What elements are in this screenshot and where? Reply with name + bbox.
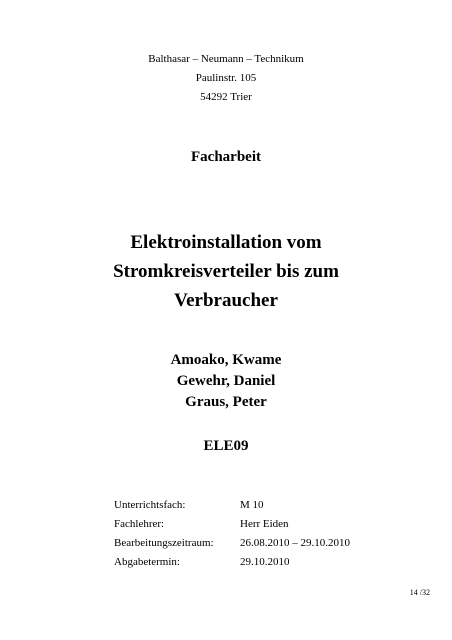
school-street: Paulinstr. 105 [195, 72, 257, 84]
details-label: Unterrichtsfach: [114, 498, 186, 511]
details-value: 26.08.2010 – 29.10.2010 [240, 536, 350, 549]
author-2: Gewehr, Daniel [176, 373, 276, 389]
details-value: 29.10.2010 [240, 555, 290, 568]
class-code: ELE09 [203, 438, 249, 454]
document-type: Facharbeit [191, 149, 261, 165]
details-value: M 10 [240, 498, 264, 511]
title-line-2: Stromkreisverteiler bis zum [113, 261, 339, 282]
details-table [114, 495, 350, 571]
author-1: Amoako, Kwame [170, 352, 282, 368]
details-label: Fachlehrer: [114, 517, 165, 530]
title-line-1: Elektroinstallation vom [130, 232, 322, 253]
author-list [0, 350, 452, 413]
details-label: Abgabetermin: [114, 555, 180, 568]
school-city: 54292 Trier [200, 91, 252, 103]
school-block [0, 50, 452, 107]
author-3: Graus, Peter [185, 394, 267, 410]
details-row [114, 495, 350, 514]
details-label: Bearbeitungszeitraum: [114, 536, 214, 549]
title-line-3: Verbraucher [174, 290, 278, 311]
details-value: Herr Eiden [240, 517, 289, 530]
details-row [114, 514, 350, 533]
school-name: Balthasar – Neumann – Technikum [148, 53, 304, 65]
page-number: 14 /32 [409, 588, 430, 597]
details-row [114, 552, 350, 571]
document-title [0, 228, 452, 315]
details-row [114, 533, 350, 552]
